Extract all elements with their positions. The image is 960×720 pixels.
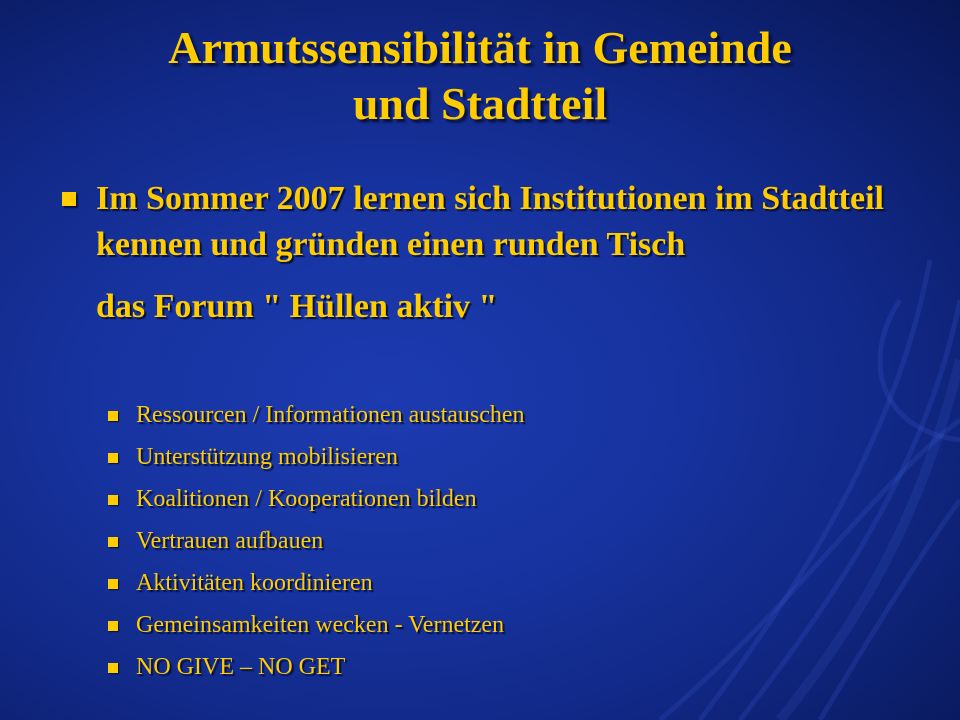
sub-bullet-item [108,652,525,694]
forum-line: das Forum " Hüllen aktiv " [96,288,498,325]
square-bullet-icon [108,495,118,505]
slide-title-line-1: Armutssensibilität in Gemeinde [168,22,792,73]
sub-bullet-text: NO GIVE – NO GET [136,654,346,680]
sub-bullet-text: Koalitionen / Kooperationen bilden [136,486,477,512]
square-bullet-icon [108,621,118,631]
sub-bullet-item [108,442,525,484]
sub-bullet-text: Aktivitäten koordinieren [136,570,373,596]
main-content [62,176,922,330]
square-bullet-icon [108,579,118,589]
sub-bullet-list [108,400,525,694]
slide-title-line-2: und Stadtteil [352,78,608,129]
square-bullet-icon [108,663,118,673]
sub-bullet-item [108,400,525,442]
main-bullet [62,176,922,268]
sub-bullet-text: Unterstützung mobilisieren [136,444,398,470]
sub-bullet-item [108,484,525,526]
sub-bullet-text: Vertrauen aufbauen [136,528,324,554]
main-bullet-text: Im Sommer 2007 lernen sich Institutionen im Stadtteil kennen und gründen einen runden Tisch [96,180,884,263]
sub-bullet-text: Ressourcen / Informationen austauschen [136,402,525,428]
sub-bullet-item [108,568,525,610]
sub-bullet-item [108,526,525,568]
slide-title [0,20,960,132]
square-bullet-icon [62,192,76,206]
square-bullet-icon [108,411,118,421]
sub-bullet-text: Gemeinsamkeiten wecken - Vernetzen [136,612,505,638]
square-bullet-icon [108,537,118,547]
sub-bullet-item [108,610,525,652]
square-bullet-icon [108,453,118,463]
